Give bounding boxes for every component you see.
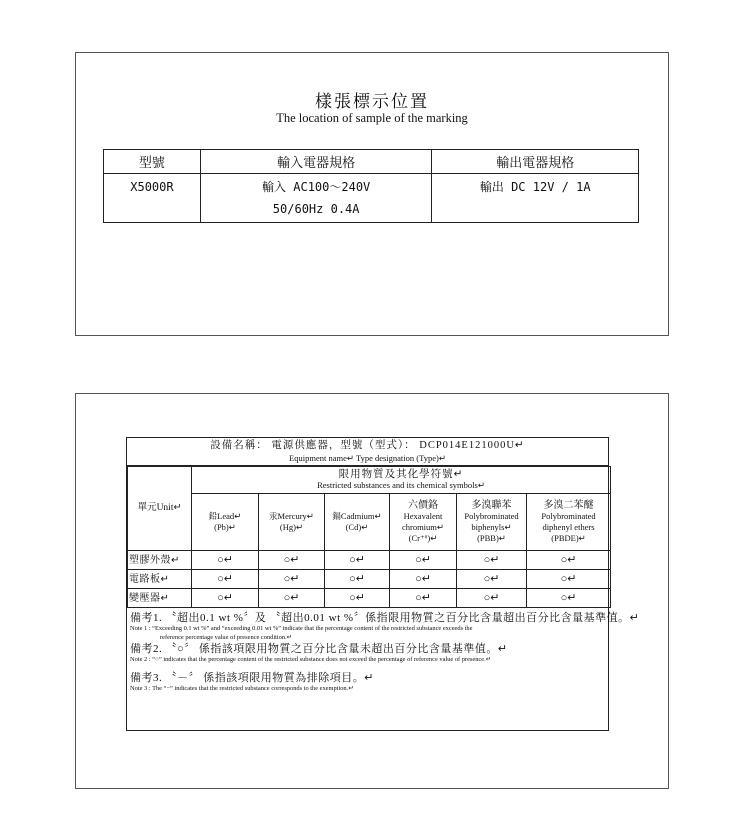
unit-header: 單元Unit↵ [128,467,192,551]
output-spec-value: 輸出 DC 12V / 1A [432,174,639,223]
substance-hexavalent-chromium: 六價鉻 Hexavalent chromium↵ (Cr⁺⁶)↵ [390,494,457,551]
part-row-transformer: 變壓器↵ ○↵ ○↵ ○↵ ○↵ ○↵ ○↵ [128,589,611,608]
input-spec-line1: 輸入 AC100～240V [262,180,371,194]
note3-cn: 備考3. 〝－〞 係指該項限用物質為排除項目。↵ [130,671,374,684]
marking-location-panel [75,52,669,336]
rohs-panel [75,393,669,789]
restricted-cn: 限用物質及其化學符號↵ [338,469,464,480]
model-value: X5000R [104,174,201,223]
equipment-name-en: Equipment name↵ Type designation (Type)↵ [289,453,446,463]
equipment-name-cn: 設備名稱： 電源供應器，型號（型式）： DCP014E121000U↵ [210,440,525,451]
rating-table [103,149,639,223]
input-spec-line2: 50/60Hz 0.4A [272,202,360,216]
restricted-en: Restricted substances and its chemical symbols↵ [317,480,485,490]
substance-pbb: 多溴聯苯 Polybrominated biphenyls↵ (PBB)↵ [457,494,527,551]
substance-mercury: 汞Mercury↵ (Hg)↵ [259,494,325,551]
marking-title-en: The location of sample of the marking [276,111,468,125]
part-row-circuit-board: 電路板↵ ○↵ ○↵ ○↵ ○↵ ○↵ ○↵ [128,570,611,589]
input-spec-value [200,174,432,223]
note3-en: Note 3 : The “−” indicates that the restricted substance corresponds to the exemption.↵ [130,684,354,692]
rating-header-row [104,150,639,174]
rohs-declaration [126,437,640,731]
substance-table [127,466,611,608]
substance-header-row [128,494,611,551]
substance-lead: 鉛Lead↵ (Pb)↵ [192,494,259,551]
model-header: 型號 [104,150,201,174]
marking-title-cn: 樣張標示位置 [315,92,429,112]
restricted-substances-header [192,467,611,494]
input-spec-header: 輸入電器規格 [200,150,432,174]
output-spec-header: 輸出電器規格 [432,150,639,174]
notes-section [127,608,640,693]
substance-cadmium: 鎘Cadmium↵ (Cd)↵ [325,494,390,551]
rating-row [104,174,639,223]
equipment-header [127,438,608,466]
note2-cn: 備考2. 〝○〞 係指該項限用物質之百分比含量未超出百分比含量基準值。↵ [130,643,508,655]
note2-en: Note 2 : “○” indicates that the percentage content of the restricted substance does not exceed the percentage of reference value of presence.↵ [130,656,492,663]
note1-en-b: reference percentage value of presence condition.↵ [160,633,293,641]
note1-cn: 備考1. 〝超出0.1 wt %〞及 〝超出0.01 wt %〞係指限用物質之百分比含量超出百分比含量基準值。↵ [130,612,640,624]
substance-pbde: 多溴二苯醚 Polybrominated diphenyl ethers (PBDE)↵ [527,494,611,551]
note1-en-a: Note 1 : “Exceeding 0.1 wt %” and “exceeding 0.01 wt %” indicate that the percentage content of the restricted substance exceeds the [130,625,473,632]
part-row-plastic-housing: 塑膠外殼↵ ○↵ ○↵ ○↵ ○↵ ○↵ ○↵ [128,551,611,570]
